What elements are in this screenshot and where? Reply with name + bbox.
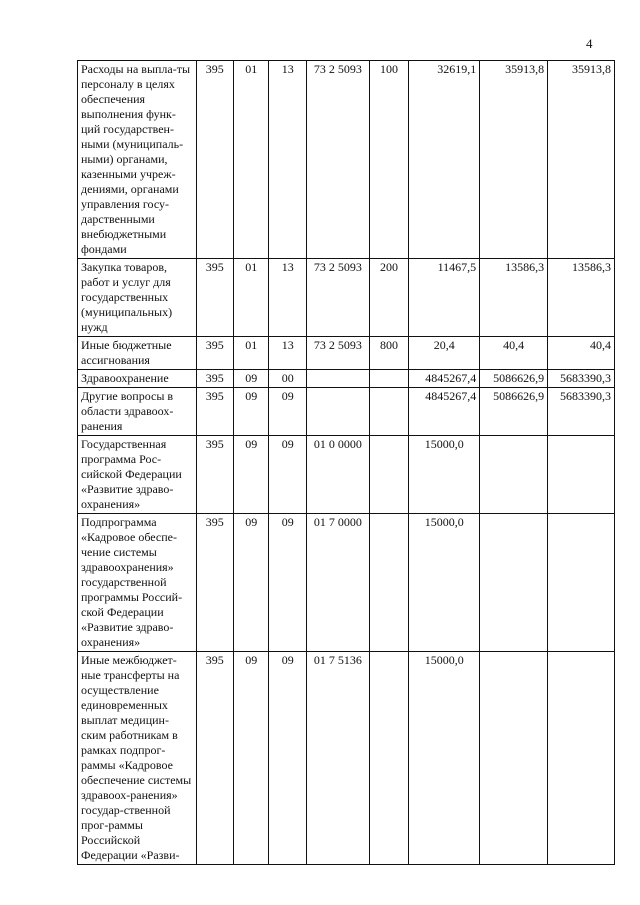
table-row	[78, 514, 615, 652]
subsection-code: 13	[269, 61, 306, 259]
amount-year-1: 15000,0	[409, 436, 480, 514]
row-name: Другие вопросы в области здравоох-ранения	[78, 388, 197, 436]
target-article-code: 01 7 5136	[306, 652, 369, 865]
section-code: 09	[234, 514, 269, 652]
amount-year-2: 5086626,9	[480, 388, 548, 436]
ministry-code: 395	[196, 61, 233, 259]
subsection-code: 13	[269, 259, 306, 337]
ministry-code: 395	[196, 514, 233, 652]
amount-year-2: 40,4	[480, 337, 548, 370]
amount-year-3: 5683390,3	[548, 370, 615, 388]
amount-year-3: 5683390,3	[548, 388, 615, 436]
table-row	[78, 259, 615, 337]
amount-year-1: 15000,0	[409, 652, 480, 865]
amount-year-3	[548, 514, 615, 652]
amount-year-2	[480, 514, 548, 652]
subsection-code: 09	[269, 514, 306, 652]
target-article-code	[306, 370, 369, 388]
expense-type-code: 200	[369, 259, 409, 337]
target-article-code	[306, 388, 369, 436]
section-code: 09	[234, 370, 269, 388]
amount-year-1: 32619,1	[409, 61, 480, 259]
ministry-code: 395	[196, 436, 233, 514]
amount-year-2: 35913,8	[480, 61, 548, 259]
section-code: 01	[234, 337, 269, 370]
ministry-code: 395	[196, 337, 233, 370]
target-article-code: 73 2 5093	[306, 61, 369, 259]
amount-year-2	[480, 652, 548, 865]
table-row	[78, 436, 615, 514]
row-name: Иные межбюджет-ные трансферты на осуществление единовременных выплат медицин-ским работникам в рамках подпрог-раммы «Кадровое обеспечение системы здравоох-ранения» государ-ственной прог-раммы Российской Федерации «Разви-	[78, 652, 197, 865]
expense-type-code	[369, 436, 409, 514]
amount-year-3	[548, 652, 615, 865]
subsection-code: 09	[269, 436, 306, 514]
row-name: Расходы на выпла-ты персоналу в целях обеспечения выполнения функ-ций государствен-ными (муниципаль-ными) органами, казенными учреж-дениями, органами управления госу-дарственными внебюджетными фондами	[78, 61, 197, 259]
row-name: Подпрограмма «Кадровое обеспе-чение системы здравоохранения» государственной программы Россий-ской Федерации «Развитие здраво-охранения»	[78, 514, 197, 652]
amount-year-2: 5086626,9	[480, 370, 548, 388]
amount-year-1: 4845267,4	[409, 388, 480, 436]
expense-type-code	[369, 514, 409, 652]
expense-type-code	[369, 388, 409, 436]
expense-type-code	[369, 652, 409, 865]
ministry-code: 395	[196, 259, 233, 337]
target-article-code: 01 7 0000	[306, 514, 369, 652]
section-code: 09	[234, 388, 269, 436]
subsection-code: 00	[269, 370, 306, 388]
budget-table	[77, 60, 615, 865]
section-code: 01	[234, 61, 269, 259]
page-number: 4	[586, 36, 593, 51]
amount-year-2: 13586,3	[480, 259, 548, 337]
subsection-code: 09	[269, 388, 306, 436]
expense-type-code: 800	[369, 337, 409, 370]
amount-year-3: 13586,3	[548, 259, 615, 337]
row-name: Закупка товаров, работ и услуг для государственных (муниципальных) нужд	[78, 259, 197, 337]
section-code: 01	[234, 259, 269, 337]
table-row	[78, 370, 615, 388]
amount-year-3: 35913,8	[548, 61, 615, 259]
section-code: 09	[234, 652, 269, 865]
subsection-code: 13	[269, 337, 306, 370]
amount-year-1: 20,4	[409, 337, 480, 370]
amount-year-3: 40,4	[548, 337, 615, 370]
amount-year-1: 4845267,4	[409, 370, 480, 388]
table-row	[78, 61, 615, 259]
expense-type-code: 100	[369, 61, 409, 259]
expense-type-code	[369, 370, 409, 388]
ministry-code: 395	[196, 652, 233, 865]
row-name: Здравоохранение	[78, 370, 197, 388]
amount-year-1: 15000,0	[409, 514, 480, 652]
row-name: Иные бюджетные ассигнования	[78, 337, 197, 370]
table-row	[78, 388, 615, 436]
target-article-code: 73 2 5093	[306, 259, 369, 337]
ministry-code: 395	[196, 370, 233, 388]
amount-year-3	[548, 436, 615, 514]
target-article-code: 73 2 5093	[306, 337, 369, 370]
ministry-code: 395	[196, 388, 233, 436]
table-row	[78, 337, 615, 370]
amount-year-1: 11467,5	[409, 259, 480, 337]
amount-year-2	[480, 436, 548, 514]
table-row	[78, 652, 615, 865]
section-code: 09	[234, 436, 269, 514]
row-name: Государственная программа Рос-сийской Федерации «Развитие здраво-охранения»	[78, 436, 197, 514]
target-article-code: 01 0 0000	[306, 436, 369, 514]
subsection-code: 09	[269, 652, 306, 865]
